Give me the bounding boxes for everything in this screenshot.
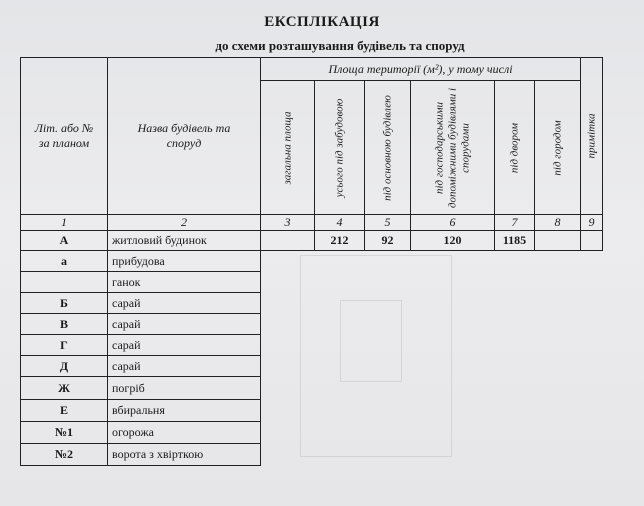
header-yard: під двором: [495, 81, 535, 215]
row-name: сарай: [108, 356, 261, 377]
table-row: [21, 356, 603, 377]
row-name: огорожа: [108, 422, 261, 444]
row-main: 92: [365, 231, 411, 251]
row-lit: Д: [21, 356, 108, 377]
column-number: 9: [581, 215, 603, 231]
column-number: 4: [315, 215, 365, 231]
row-lit: Ж: [21, 377, 108, 400]
table-row: [21, 251, 603, 272]
row-lit: Г: [21, 335, 108, 356]
row-lit: №1: [21, 422, 108, 444]
row-lit: Б: [21, 293, 108, 314]
column-number: 8: [535, 215, 581, 231]
column-number: 5: [365, 215, 411, 231]
row-note: [581, 231, 603, 251]
row-lit: А: [21, 231, 108, 251]
header-built: усього під забудовою: [315, 81, 365, 215]
row-name: житловий будинок: [108, 231, 261, 251]
row-name: ганок: [108, 272, 261, 293]
table-row: [21, 444, 603, 466]
document-subtitle: до схеми розташування будівель та споруд: [215, 38, 465, 53]
row-name: сарай: [108, 314, 261, 335]
row-name: вбиральня: [108, 400, 261, 422]
row-lit: Е: [21, 400, 108, 422]
row-total: [261, 231, 315, 251]
header-note: примітка: [581, 58, 603, 215]
table-row: [21, 335, 603, 356]
column-number-row: [21, 215, 603, 231]
row-name: ворота з хвірткою: [108, 444, 261, 466]
column-number: 7: [495, 215, 535, 231]
column-number: 6: [411, 215, 495, 231]
header-name: Назва будівель та споруд: [108, 58, 261, 215]
row-name: погріб: [108, 377, 261, 400]
header-main: під основною будівлею: [365, 81, 411, 215]
column-number: 2: [108, 215, 261, 231]
table-row: [21, 314, 603, 335]
document-title: ЕКСПЛІКАЦІЯ: [264, 14, 380, 30]
row-yard: 1185: [495, 231, 535, 251]
row-lit: №2: [21, 444, 108, 466]
column-number: 1: [21, 215, 108, 231]
header-garden: під городом: [535, 81, 581, 215]
table-row: [21, 231, 603, 251]
table-row: [21, 400, 603, 422]
row-built: 212: [315, 231, 365, 251]
row-lit: а: [21, 251, 108, 272]
table-row: [21, 272, 603, 293]
header-total: загальна площа: [261, 81, 315, 215]
table-row: [21, 422, 603, 444]
row-aux: 120: [411, 231, 495, 251]
explication-table: [20, 57, 603, 466]
row-name: сарай: [108, 293, 261, 314]
header-aux: під господарськими допоміжними будівлями і спорудами: [411, 81, 495, 215]
row-garden: [535, 231, 581, 251]
header-area-group: Площа території (м²), у тому числі: [261, 58, 581, 81]
column-number: 3: [261, 215, 315, 231]
row-lit: [21, 272, 108, 293]
row-name: прибудова: [108, 251, 261, 272]
row-lit: В: [21, 314, 108, 335]
header-lit: Літ. або № за планом: [21, 58, 108, 215]
table-row: [21, 293, 603, 314]
row-name: сарай: [108, 335, 261, 356]
table-row: [21, 377, 603, 400]
